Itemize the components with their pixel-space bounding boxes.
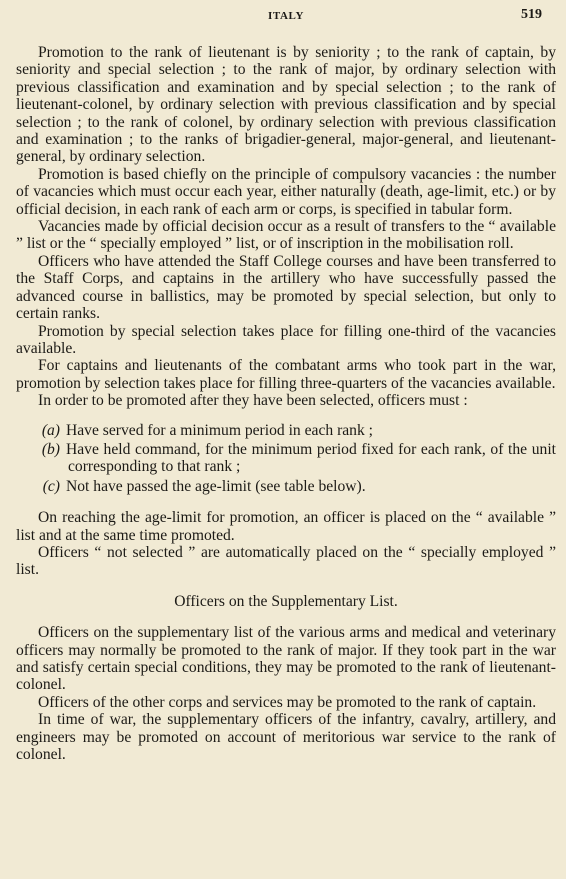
section-heading: Officers on the Supplementary List. bbox=[174, 592, 398, 610]
paragraph-combatant-arms: For captains and lieutenants of the combatant arms who took part in the war, promotion by selection takes place for filling three-quarters of the vacancies available. bbox=[16, 357, 556, 392]
body-text bbox=[16, 44, 556, 763]
paragraph-official-decision-vacancies: Vacancies made by official decision occur as a result of transfers to the “ available ” list or the “ specially employed ” list, or of inscription in the mobilisation roll. bbox=[16, 218, 556, 253]
condition-text: Not have passed the age-limit (see table below). bbox=[66, 477, 366, 495]
condition-label: (b) bbox=[41, 440, 60, 458]
condition-item bbox=[16, 478, 556, 495]
paragraph-compulsory-vacancies: Promotion is based chiefly on the principle of compulsory vacancies : the number of vacancies which must occur each year, either naturally (death, age-limit, etc.) or by official decision, in each rank of each arm or corps, is specified in tabular form. bbox=[16, 165, 556, 218]
paragraph-supplementary-officers: Officers on the supplementary list of the various arms and medical and veterinary officers may normally be promoted to the rank of major. If they took part in the war and satisfy certain special conditions, they may be promoted to the rank of lieutenant-colonel. bbox=[16, 624, 556, 694]
paragraph-time-of-war: In time of war, the supplementary officers of the infantry, cavalry, artillery, and engineers may be promoted on account of meritorious war service to the rank of colonel. bbox=[16, 711, 556, 764]
paragraph-not-selected: Officers “ not selected ” are automatically placed on the “ specially employed ” list. bbox=[16, 543, 556, 579]
condition-item bbox=[16, 422, 556, 439]
paragraph-officers-must: In order to be promoted after they have been selected, officers must : bbox=[38, 392, 468, 410]
condition-item bbox=[16, 441, 556, 476]
paragraph-special-selection-third: Promotion by special selection takes place for filling one-third of the vacancies available. bbox=[16, 322, 556, 357]
page-header bbox=[16, 4, 556, 26]
paragraph-staff-college-officers: Officers who have attended the Staff College courses and have been transferred to the Staff Corps, and captains in the artillery who have successfully passed the advanced course in ballistics, may be promoted by special selection, but only to certain ranks. bbox=[16, 252, 556, 323]
paragraph-age-limit: On reaching the age-limit for promotion, an officer is placed on the “ available ” list and at the same time promoted. bbox=[16, 509, 556, 544]
condition-text: Have held command, for the minimum period fixed for each rank, of the unit corresponding to that rank ; bbox=[66, 440, 556, 476]
paragraph-promotion-ranks: Promotion to the rank of lieutenant is by seniority ; to the rank of captain, by seniority and special selection ; to the rank of major, by ordinary selection with previous classification and examination and by special selection ; to the rank of lieutenant-colonel, by ordinary selection with previous classification and by special selection ; to the rank of colonel, by ordinary selection with previous classification and examination ; to the ranks of brigadier-general, major-general, and lieutenant-general, by ordinary selection. bbox=[16, 44, 556, 166]
page-number: 519 bbox=[521, 7, 542, 22]
condition-text: Have served for a minimum period in each rank ; bbox=[66, 421, 374, 439]
running-head: ITALY bbox=[267, 10, 305, 22]
conditions-list bbox=[16, 422, 556, 496]
condition-label: (a) bbox=[41, 421, 60, 439]
condition-label: (c) bbox=[42, 477, 60, 495]
paragraph-other-corps: Officers of the other corps and services may be promoted to the rank of captain. bbox=[38, 693, 537, 711]
